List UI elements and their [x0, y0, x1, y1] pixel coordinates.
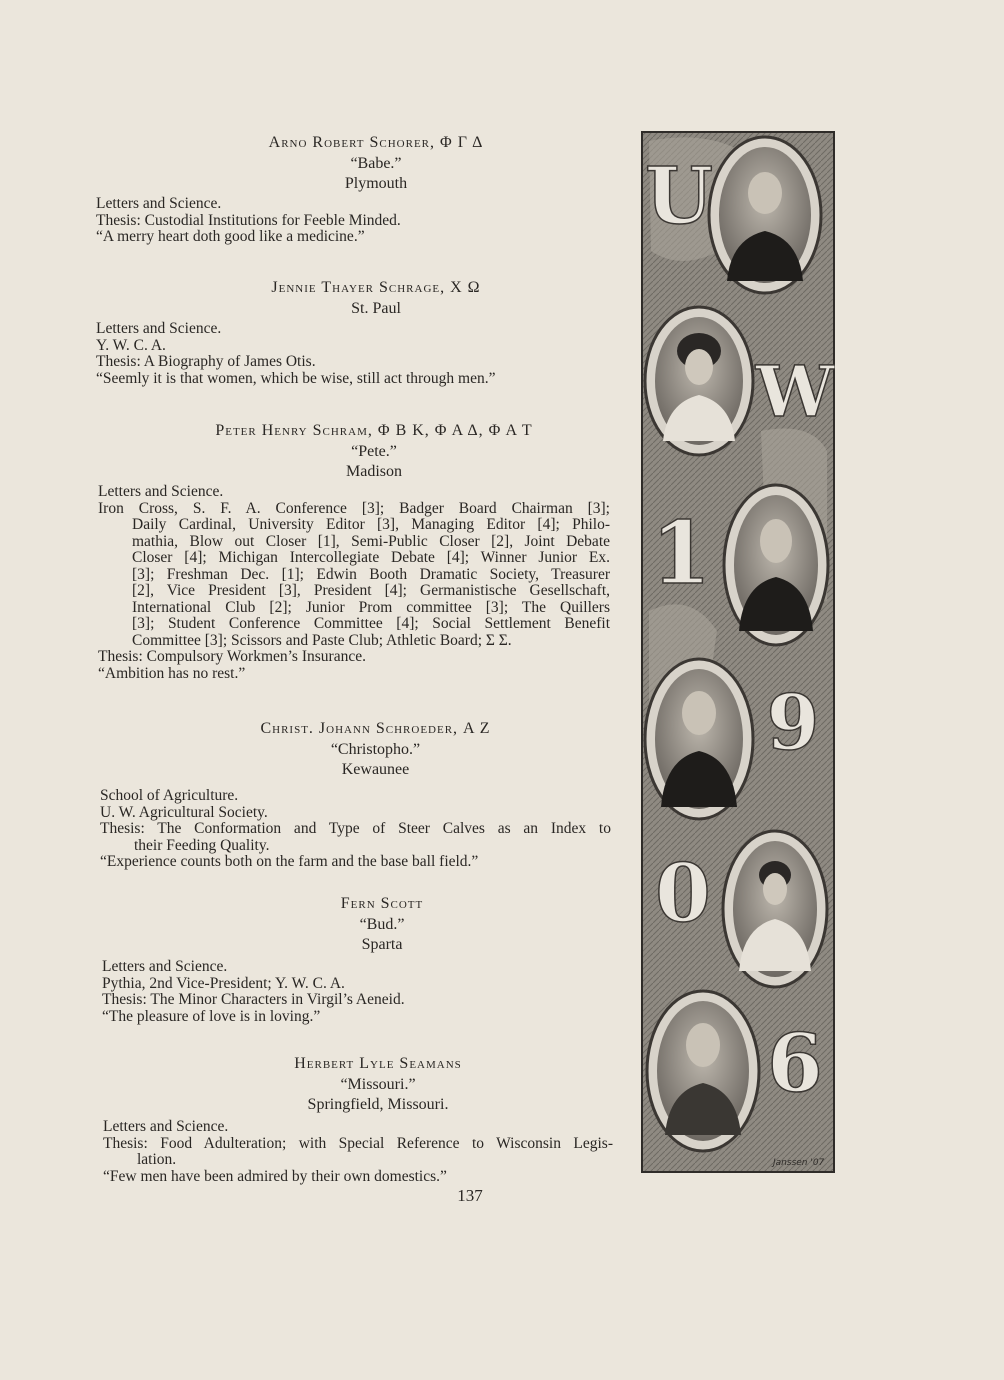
activity-line: Pythia, 2nd Vice-President; Y. W. C. A.	[102, 974, 345, 992]
senior-entry	[100, 718, 611, 871]
strip-letter: 9	[766, 678, 820, 767]
course-line: Letters and Science.	[96, 195, 222, 212]
thesis-line: lation.	[137, 1151, 177, 1168]
student-nickname: “Missouri.”	[340, 1076, 416, 1093]
student-nickname: “Christopho.”	[330, 741, 421, 758]
student-hometown: Sparta	[361, 936, 403, 953]
activity-line: Committee [3]; Scissors and Paste Club; Athletic Board; Σ Σ.	[132, 631, 512, 649]
portrait-frame	[724, 485, 828, 645]
strip-letter: W	[755, 350, 835, 433]
strip-letter: 0	[655, 846, 711, 940]
student-name: Jennie Thayer Schrage, Χ Ω	[271, 279, 481, 296]
portrait-frame	[723, 831, 827, 987]
activity-line: Daily Cardinal, University Editor [3], Managing Editor [4]; Philo-	[132, 516, 610, 533]
quote-line: “Ambition has no rest.”	[98, 664, 246, 682]
strip-letter: 6	[767, 1016, 823, 1110]
senior-entry	[96, 277, 616, 387]
activity-line: mathia, Blow out Closer [1], Semi-Public Closer [2], Joint Debate	[132, 532, 610, 550]
portrait-frame	[645, 307, 753, 455]
thesis-line: Thesis: Custodial Institutions for Feeble Minded.	[96, 211, 401, 229]
activity-line: [2], Vice President [3], President [4]; Germanistische Gesellschaft,	[132, 582, 610, 599]
activity-line: [3]; Student Conference Committee [4]; Social Settlement Benefit	[132, 615, 610, 632]
student-name: Fern Scott	[340, 895, 424, 912]
senior-entry	[103, 1053, 613, 1185]
quote-line: “A merry heart doth good like a medicine.”	[96, 228, 365, 245]
thesis-line: Thesis: Compulsory Workmen’s Insurance.	[98, 648, 366, 665]
activity-line: Iron Cross, S. F. A. Conference [3]; Badger Board Chairman [3];	[98, 499, 610, 517]
quote-line: “Few men have been admired by their own domestics.”	[103, 1167, 447, 1185]
student-nickname: “Babe.”	[350, 155, 402, 172]
student-nickname: “Bud.”	[359, 916, 405, 933]
activity-line: U. W. Agricultural Society.	[100, 803, 268, 821]
student-nickname: “Pete.”	[351, 443, 397, 460]
course-line: Letters and Science.	[96, 320, 222, 337]
course-line: Letters and Science.	[102, 958, 228, 975]
quote-line: “The pleasure of love is in loving.”	[102, 1007, 321, 1025]
senior-entry	[98, 420, 610, 682]
activity-line: International Club [2]; Junior Prom committee [3]; The Quillers	[132, 598, 610, 616]
thesis-line: their Feeding Quality.	[134, 836, 270, 854]
page-number: 137	[457, 1186, 483, 1205]
quote-line: “Experience counts both on the farm and the base ball field.”	[100, 853, 479, 870]
activity-line: Y. W. C. A.	[96, 336, 166, 354]
student-hometown: Kewaunee	[341, 761, 410, 778]
portrait-frame	[647, 991, 759, 1151]
student-hometown: Madison	[346, 463, 402, 480]
thesis-line: Thesis: The Conformation and Type of Steer Calves as an Index to	[100, 820, 611, 837]
artist-signature: Janssen '07	[773, 1158, 825, 1168]
student-name: Peter Henry Schram, Φ Β Κ, Φ Α Δ, Φ Α Τ	[215, 422, 533, 439]
activity-line: Closer [4]; Michigan Intercollegiate Debate [4]; Winner Junior Ex.	[132, 549, 610, 566]
thesis-line: Thesis: A Biography of James Otis.	[96, 353, 316, 370]
student-hometown: Plymouth	[344, 175, 408, 192]
activity-line: [3]; Freshman Dec. [1]; Edwin Booth Dramatic Society, Treasurer	[132, 565, 610, 583]
photo-strip	[641, 131, 835, 1173]
portrait-frame	[645, 659, 753, 819]
course-line: Letters and Science.	[98, 483, 224, 500]
thesis-line: Thesis: Food Adulteration; with Special Reference to Wisconsin Legis-	[103, 1134, 613, 1152]
thesis-line: Thesis: The Minor Characters in Virgil’s Aeneid.	[102, 991, 405, 1008]
quote-line: “Seemly it is that women, which be wise, still act through men.”	[96, 369, 496, 387]
strip-letter: U	[644, 151, 714, 242]
student-name: Christ. Johann Schroeder, Α Ζ	[260, 720, 491, 737]
student-hometown: Springfield, Missouri.	[307, 1096, 449, 1113]
student-hometown: St. Paul	[351, 300, 401, 317]
portrait-frame	[709, 137, 821, 293]
senior-entry	[102, 893, 622, 1025]
senior-entry	[96, 132, 616, 246]
student-name: Herbert Lyle Seamans	[294, 1055, 462, 1072]
strip-letter: 1	[651, 503, 711, 604]
course-line: School of Agriculture.	[100, 787, 239, 804]
photo-strip-art	[641, 131, 835, 1173]
course-line: Letters and Science.	[103, 1118, 229, 1135]
student-name: Arno Robert Schorer, Φ Γ Δ	[268, 134, 484, 151]
